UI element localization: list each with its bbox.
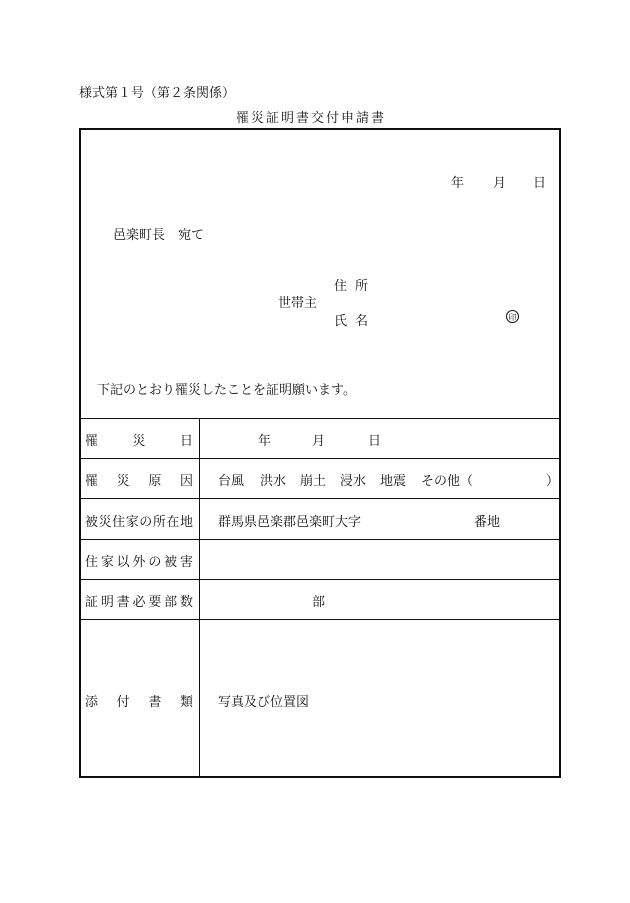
row-divider xyxy=(79,458,561,459)
other-damage-label: 住家以外の被害 xyxy=(85,555,193,570)
seal-mark-icon: 印 xyxy=(506,310,519,323)
addressee: 邑楽町長 宛て xyxy=(113,228,205,243)
date-year-label: 年 xyxy=(451,176,465,191)
document-title: 罹災証明書交付申請書 xyxy=(236,111,387,126)
location-suffix: 番地 xyxy=(474,515,501,530)
location-prefix: 群馬県邑楽郡邑楽町大字 xyxy=(218,515,362,530)
table-top-rule xyxy=(79,418,561,419)
location-label: 被災住家の所在地 xyxy=(85,515,193,530)
cause-option-earthquake[interactable]: 地震 xyxy=(380,474,407,489)
disaster-year-label: 年 xyxy=(258,434,272,449)
attachments-value: 写真及び位置図 xyxy=(218,695,310,710)
address-label: 住所 xyxy=(334,279,377,294)
disaster-month-label: 月 xyxy=(312,434,326,449)
date-day-label: 日 xyxy=(533,176,547,191)
disaster-date-label: 罹災日 xyxy=(85,434,193,449)
cause-option-inundation[interactable]: 浸水 xyxy=(340,474,367,489)
cause-option-other[interactable]: その他（ xyxy=(421,474,474,489)
cause-other-close-paren: ） xyxy=(546,474,560,489)
copies-label: 証明書必要部数 xyxy=(85,595,193,610)
row-divider xyxy=(79,579,561,580)
column-divider xyxy=(199,418,200,778)
copies-unit: 部 xyxy=(312,595,326,610)
date-month-label: 月 xyxy=(493,176,507,191)
form-number: 様式第１号（第２条関係） xyxy=(79,86,236,101)
household-head-label: 世帯主 xyxy=(278,296,318,311)
request-statement: 下記のとおり罹災したことを証明願います。 xyxy=(97,383,356,398)
name-label: 氏名 xyxy=(334,314,377,329)
row-divider xyxy=(79,498,561,499)
attachments-label: 添付書類 xyxy=(85,695,193,710)
disaster-day-label: 日 xyxy=(368,434,382,449)
row-divider xyxy=(79,619,561,620)
cause-option-typhoon[interactable]: 台風 xyxy=(218,474,245,489)
row-divider xyxy=(79,539,561,540)
disaster-cause-label: 罹災原因 xyxy=(85,474,193,489)
cause-option-flood[interactable]: 洪水 xyxy=(260,474,287,489)
cause-option-landslide[interactable]: 崩土 xyxy=(300,474,327,489)
